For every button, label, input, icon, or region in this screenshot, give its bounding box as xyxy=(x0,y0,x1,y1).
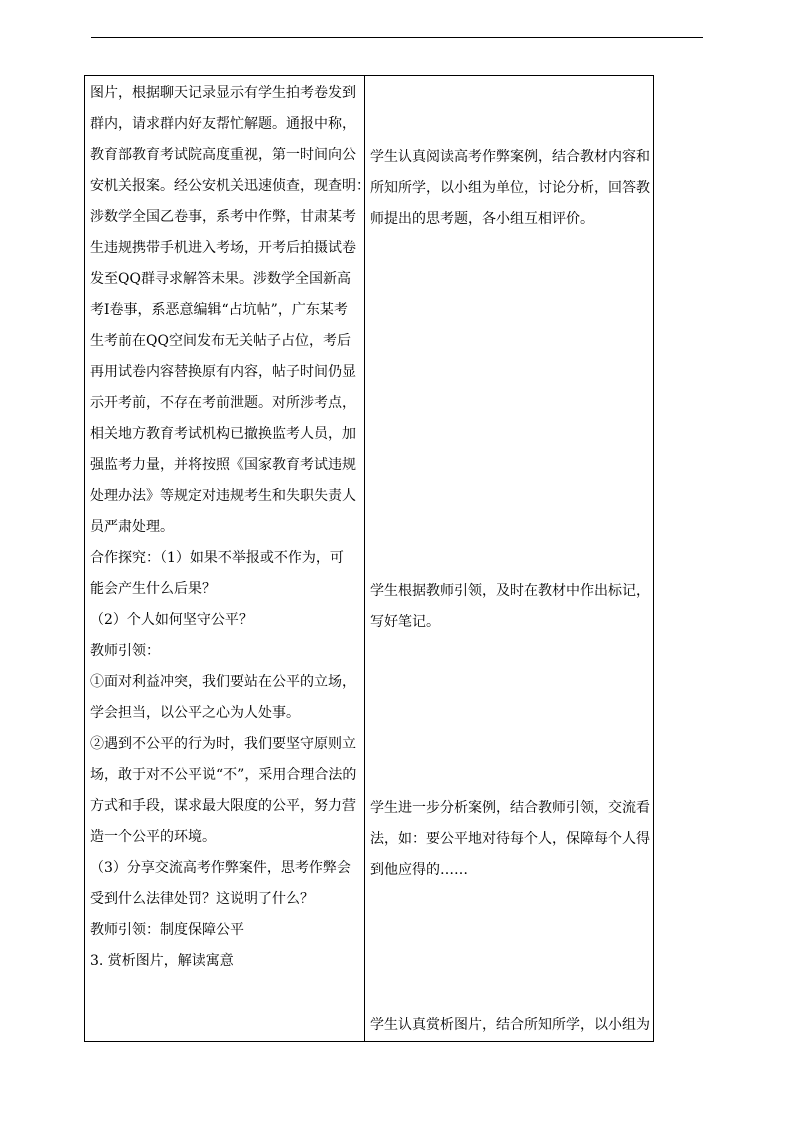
teacher-activity-column xyxy=(90,78,370,977)
teacher-text-line: 生考前在QQ空间发布无关帖子占位，考后 xyxy=(90,333,351,349)
teacher-text-line: 3. 赏析图片，解读寓意 xyxy=(90,953,234,969)
student-text-line: 所知所学，以小组为单位，讨论分析，回答教 xyxy=(370,180,650,196)
teacher-text-line: 图片，根据聊天记录显示有学生拍考卷发到 xyxy=(90,85,356,101)
teacher-text-line: ①面对利益冲突，我们要站在公平的立场， xyxy=(90,674,356,690)
student-text-line: 学生根据教师引领，及时在教材中作出标记， xyxy=(370,583,650,599)
teacher-text-line: 场，敢于对不公平说“不”，采用合理合法的 xyxy=(90,767,357,783)
teacher-text-line: （2）个人如何坚守公平？ xyxy=(90,612,253,628)
student-text-line: 学生认真赏析图片，结合所知所学，以小组为 xyxy=(370,1017,650,1033)
teacher-text-line: 教育部教育考试院高度重视，第一时间向公 xyxy=(90,147,356,163)
student-activity-block-images xyxy=(370,1010,650,1041)
student-activity-block-notes xyxy=(370,576,650,638)
student-activity-block-analysis xyxy=(370,793,650,886)
teacher-text-line: 发至QQ群寻求解答未果。涉数学全国新高 xyxy=(90,271,351,287)
column-divider xyxy=(364,76,365,1041)
student-text-line: 学生认真阅读高考作弊案例，结合教材内容和 xyxy=(370,149,650,165)
student-text-line: 法，如：要公平地对待每个人，保障每个人得 xyxy=(370,831,650,847)
header-rule xyxy=(91,37,703,38)
teacher-text-line: 学会担当，以公平之心为人处事。 xyxy=(90,705,300,721)
lesson-table xyxy=(84,75,654,1042)
teacher-text-line: 合作探究：（1）如果不举报或不作为，可 xyxy=(90,550,344,566)
teacher-text-line: 安机关报案。经公安机关迅速侦查，现查明： xyxy=(90,178,370,194)
teacher-text-line: 再用试卷内容替换原有内容，帖子时间仍显 xyxy=(90,364,356,380)
student-text-line: 写好笔记。 xyxy=(370,614,440,630)
teacher-text-line: 示开考前，不存在考前泄题。对所涉考点， xyxy=(90,395,356,411)
teacher-text-line: 生违规携带手机进入考场，开考后拍摄试卷 xyxy=(90,240,356,256)
teacher-text-line: ②遇到不公平的行为时，我们要坚守原则立 xyxy=(90,736,356,752)
student-activity-block-reading xyxy=(370,142,650,235)
teacher-text-line: 强监考力量，并将按照《国家教育考试违规 xyxy=(90,457,356,473)
teacher-text-line: 相关地方教育考试机构已撤换监考人员，加 xyxy=(90,426,356,442)
student-text-line: 到他应得的…… xyxy=(370,862,468,878)
teacher-text-line: （3）分享交流高考作弊案件，思考作弊会 xyxy=(90,860,351,876)
teacher-text-line: 教师引领：制度保障公平 xyxy=(90,922,244,938)
teacher-text-line: 员严肃处理。 xyxy=(90,519,174,535)
student-text-line: 师提出的思考题，各小组互相评价。 xyxy=(370,211,594,227)
teacher-text-line: 方式和手段，谋求最大限度的公平，努力营 xyxy=(90,798,356,814)
teacher-text-line: 处理办法》等规定对违规考生和失职失责人 xyxy=(90,488,356,504)
teacher-text-line: 受到什么法律处罚？这说明了什么？ xyxy=(90,891,314,907)
teacher-text-line: 考I卷事，系恶意编辑“占坑帖”，广东某考 xyxy=(90,302,348,318)
teacher-text-line: 能会产生什么后果？ xyxy=(90,581,216,597)
teacher-text-line: 教师引领： xyxy=(90,643,160,659)
teacher-text-line: 涉数学全国乙卷事，系考中作弊，甘肃某考 xyxy=(90,209,356,225)
teacher-text-line: 造一个公平的环境。 xyxy=(90,829,216,845)
student-text-line: 学生进一步分析案例，结合教师引领，交流看 xyxy=(370,800,650,816)
teacher-text-line: 群内，请求群内好友帮忙解题。通报中称， xyxy=(90,116,356,132)
